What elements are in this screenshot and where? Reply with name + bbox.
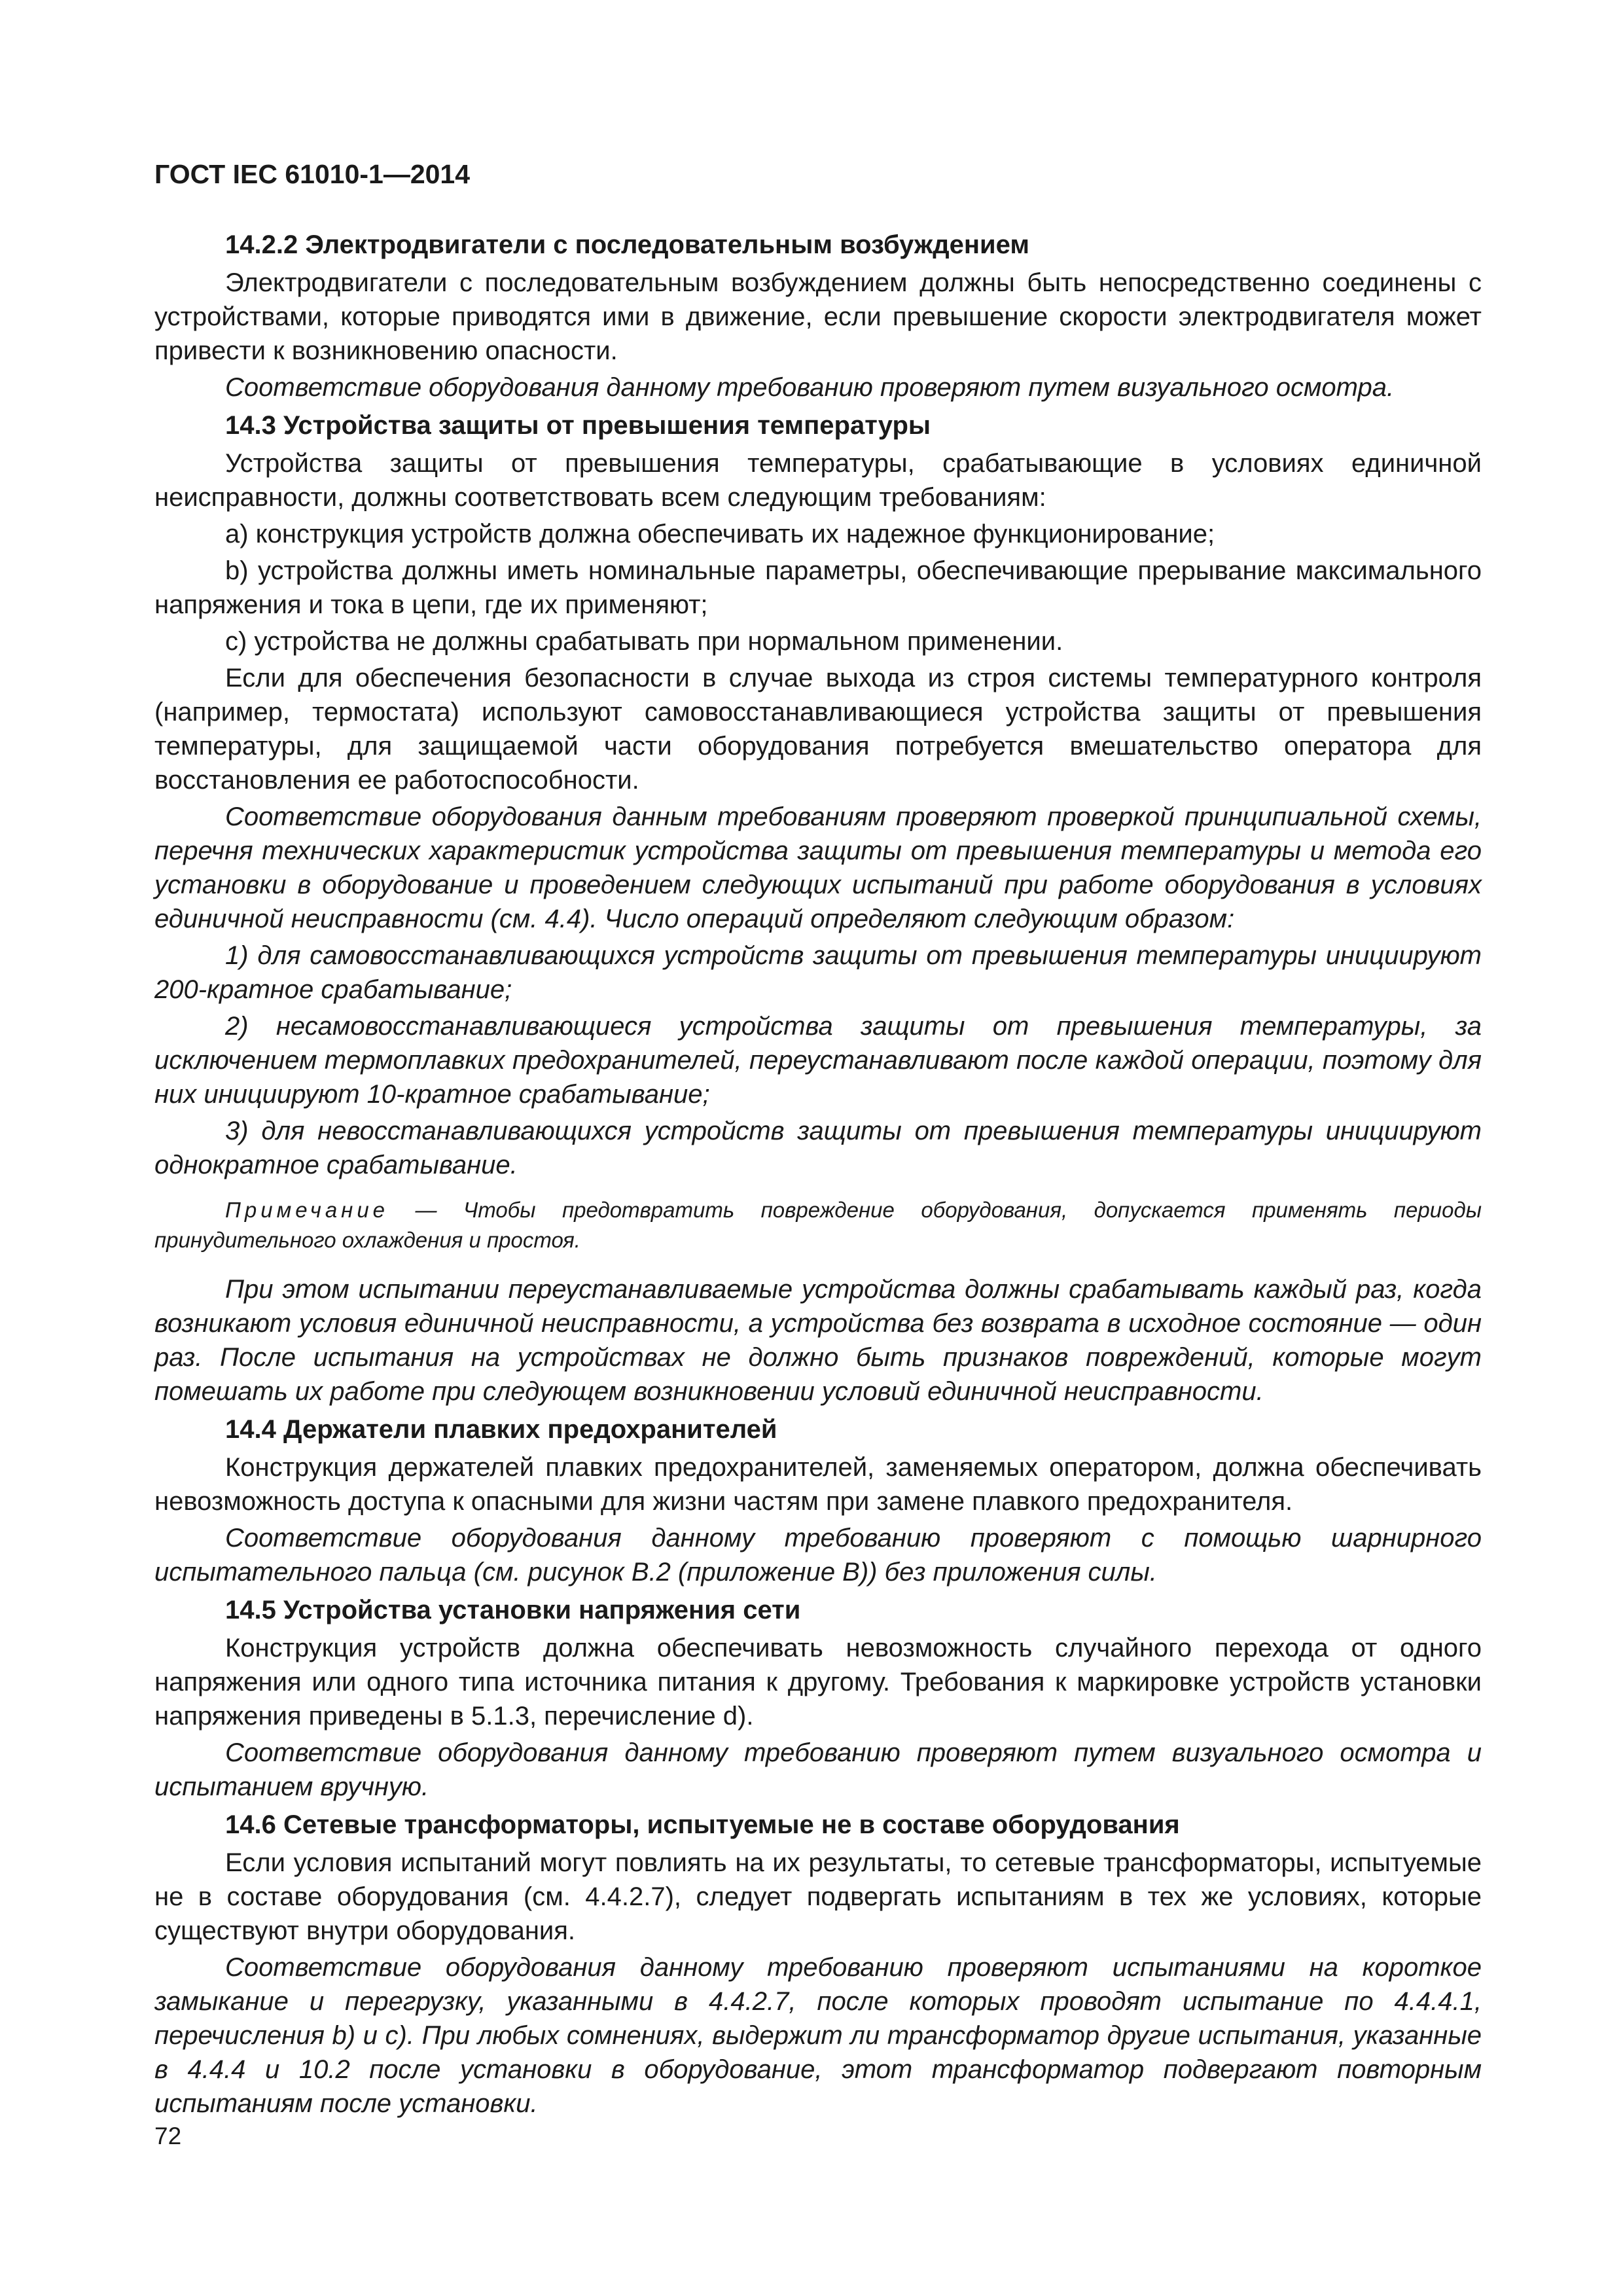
test-item-2: 2) несамовосстанавливающиеся устройства защиты от превышения температуры, за исключением термоплавких предохранителей, переустанавливают после каждой операции, поэтому для них инициируют 10-кратное срабатывание; — [154, 1012, 1482, 1109]
compliance-check: Соответствие оборудования данному требованию проверяют путем визуального осмотра. — [225, 373, 1395, 402]
note — [154, 1195, 1482, 1255]
document-page — [154, 156, 1482, 2123]
paragraph: Если условия испытаний могут повлиять на их результаты, то сетевые трансформаторы, испытуемые не в составе оборудования (см. 4.4.2.7), следует подвергать испытаниям в тех же условиях, которые существуют внутри оборудования. — [154, 1848, 1482, 1945]
list-item-b: b) устройства должны иметь номинальные параметры, обеспечивающие прерывание максимального напряжения и тока в цепи, где их применяют; — [154, 556, 1482, 619]
section-heading-14-2-2: 14.2.2 Электродвигатели с последовательным возбуждением — [225, 230, 1029, 259]
compliance-check: Соответствие оборудования данному требованию проверяют испытаниями на короткое замыкание и перегрузку, указанными в 4.4.2.7, после которых проводят испытание по 4.4.4.1, перечисления b) и c). При любых сомнениях, выдержит ли трансформатор другие испытания, указанные в 4.4.4 и 10.2 после установки в оборудование, этот трансформатор подвергают повторным испытаниям после установки. — [154, 1953, 1482, 2118]
paragraph: Конструкция держателей плавких предохранителей, заменяемых оператором, должна обеспечивать невозможность доступа к опасными для жизни частям при замене плавкого предохранителя. — [154, 1453, 1482, 1516]
compliance-check: Соответствие оборудования данному требованию проверяют путем визуального осмотра и испытанием вручную. — [154, 1738, 1482, 1801]
paragraph: Если для обеспечения безопасности в случае выхода из строя системы температурного контроля (например, термостата) используют самовосстанавливающиеся устройства защиты от превышения температуры, для защищаемой части оборудования потребуется вмешательство оператора для восстановления ее работоспособности. — [154, 664, 1482, 795]
paragraph: Устройства защиты от превышения температуры, срабатывающие в условиях единичной неисправности, должны соответствовать всем следующим требованиям: — [154, 449, 1482, 512]
test-item-3: 3) для невосстанавливающихся устройств защиты от превышения температуры инициируют однократное срабатывание. — [154, 1117, 1482, 1179]
list-item-a: a) конструкция устройств должна обеспечивать их надежное функционирование; — [225, 520, 1215, 548]
section-heading-14-6: 14.6 Сетевые трансформаторы, испытуемые не в составе оборудования — [225, 1810, 1180, 1839]
compliance-check: Соответствие оборудования данному требованию проверяют с помощью шарнирного испытательного пальца (см. рисунок В.2 (приложение В)) без приложения силы. — [154, 1524, 1482, 1587]
section-heading-14-5: 14.5 Устройства установки напряжения сети — [225, 1596, 801, 1624]
note-label: Примечание — [225, 1198, 389, 1222]
page-number: 72 — [154, 2123, 182, 2149]
paragraph: Конструкция устройств должна обеспечивать невозможность случайного перехода от одного напряжения или одного типа источника питания к другому. Требования к маркировке устройств установки напряжения приведены в 5.1.3, перечисление d). — [154, 1634, 1482, 1731]
section-heading-14-4: 14.4 Держатели плавких предохранителей — [225, 1415, 777, 1444]
document-header: ГОСТ IEC 61010-1—2014 — [154, 159, 471, 189]
paragraph: Электродвигатели с последовательным возбуждением должны быть непосредственно соединены с устройствами, которые приводятся ими в движение, если превышение скорости электродвигателя может привести к возникновению опасности. — [154, 268, 1482, 365]
compliance-check: При этом испытании переустанавливаемые устройства должны срабатывать каждый раз, когда возникают условия единичной неисправности, а устройства без возврата в исходное состояние — один раз. После испытания на устройствах не должно быть признаков повреждений, которые могут помешать их работе при следующем возникновении условий единичной неисправности. — [154, 1275, 1482, 1406]
compliance-check: Соответствие оборудования данным требованиям проверяют проверкой принципиальной схемы, перечня технических характеристик устройства защиты от превышения температуры и метода его установки в оборудование и проведением следующих испытаний при работе оборудования в условиях единичной неисправности (см. 4.4). Число операций определяют следующим образом: — [154, 802, 1482, 933]
note-text: — Чтобы предотвратить повреждение оборудования, допускается применять периоды принудительного охлаждения и простоя. — [154, 1198, 1482, 1252]
test-item-1: 1) для самовосстанавливающихся устройств защиты от превышения температуры инициируют 200-кратное срабатывание; — [154, 941, 1482, 1004]
list-item-c: c) устройства не должны срабатывать при нормальном применении. — [225, 627, 1063, 656]
section-heading-14-3: 14.3 Устройства защиты от превышения температуры — [225, 411, 931, 440]
